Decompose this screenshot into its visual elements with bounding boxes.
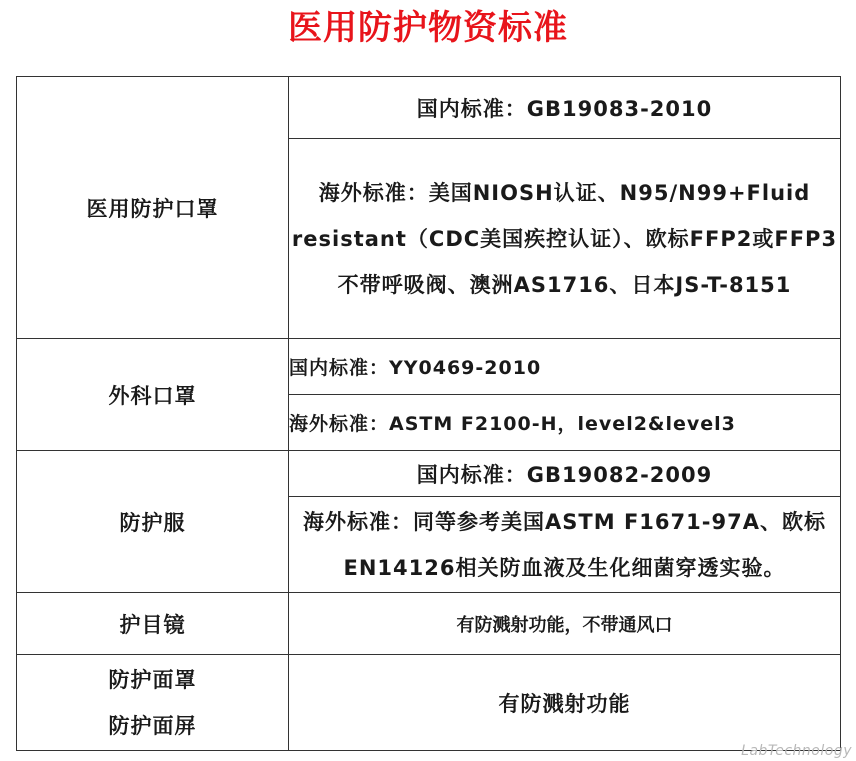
table-row: [17, 451, 841, 497]
overseas-standard-cell: 海外标准：ASTM F2100-H，level2&level3: [289, 395, 841, 451]
standards-table: [16, 76, 841, 751]
requirement-cell: 有防溅射功能: [289, 655, 841, 751]
page-title: 医用防护物资标准: [288, 8, 568, 48]
domestic-standard-cell: 国内标准：YY0469-2010: [289, 339, 841, 395]
table-row: [17, 593, 841, 655]
category-cell-surgical-mask: 外科口罩: [17, 339, 289, 451]
overseas-standard-cell: 海外标准：同等参考美国ASTM F1671-97A、欧标EN14126相关防血液及生化细菌穿透实验。: [289, 497, 841, 593]
category-cell-medical-mask: 医用防护口罩: [17, 77, 289, 339]
domestic-standard-cell: 国内标准：GB19082-2009: [289, 451, 841, 497]
category-cell-face-shield: [17, 655, 289, 751]
requirement-cell: 有防溅射功能，不带通风口: [289, 593, 841, 655]
table-row: [17, 339, 841, 395]
category-cell-protective-suit: 防护服: [17, 451, 289, 593]
domestic-standard-cell: 国内标准：GB19083-2010: [289, 77, 841, 139]
overseas-standard-cell: 海外标准：美国NIOSH认证、N95/N99+Fluid resistant（CDC美国疾控认证）、欧标FFP2或FFP3不带呼吸阀、澳洲AS1716、日本JS-T-8151: [289, 139, 841, 339]
category-cell-goggles: 护目镜: [17, 593, 289, 655]
watermark-logo: LabTechnology: [741, 743, 852, 759]
table-row: [17, 77, 841, 139]
category-line: 防护面屏: [108, 713, 197, 738]
table-row: [17, 655, 841, 751]
category-line: 防护面罩: [108, 667, 197, 692]
